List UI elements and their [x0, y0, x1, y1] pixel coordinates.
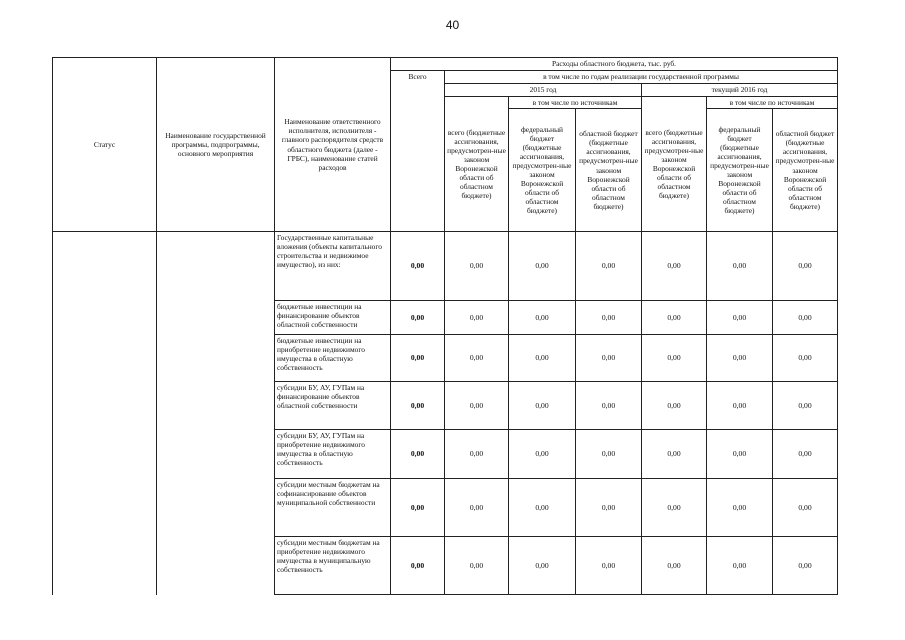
header-2015-by-sources: в том числе по источникам: [509, 97, 642, 109]
row-name: субсидии местным бюджетам на софинансирование объектов муниципальной собственности: [275, 479, 391, 537]
row-2016-regional: 0,00: [773, 430, 838, 479]
header-2015-regional: областной бюджет (бюджетные ассигнования, предусмотрен-ные законом Воронежской области об областном бюджете): [576, 109, 642, 232]
row-2015-federal: 0,00: [509, 382, 576, 430]
header-2015-all: всего (бюджетные ассигнования, предусмотрен-ные законом Воронежской области об областном бюджете): [445, 97, 509, 232]
row-2015-federal: 0,00: [509, 335, 576, 382]
header-by-years: в том числе по годам реализации государственной программы: [445, 71, 838, 84]
header-total: Всего: [391, 71, 445, 232]
row-2016-regional: 0,00: [773, 232, 838, 301]
row-2015-regional: 0,00: [576, 430, 642, 479]
row-total: 0,00: [391, 479, 445, 537]
status-cell: [53, 232, 157, 595]
row-2015-regional: 0,00: [576, 335, 642, 382]
row-total: 0,00: [391, 335, 445, 382]
table-header: [53, 58, 838, 232]
row-2016-regional: 0,00: [773, 382, 838, 430]
table-row: [53, 232, 838, 301]
row-2016-federal: 0,00: [707, 382, 773, 430]
table-body: [53, 232, 838, 595]
row-name: субсидии БУ, АУ, ГУПам на финансирование объектов областной собственности: [275, 382, 391, 430]
header-year-2015: 2015 год: [445, 84, 642, 97]
row-name: бюджетные инвестиции на финансирование объектов областной собственности: [275, 301, 391, 335]
row-2015-all: 0,00: [445, 430, 509, 479]
row-2016-federal: 0,00: [707, 335, 773, 382]
row-2015-regional: 0,00: [576, 301, 642, 335]
row-2015-federal: 0,00: [509, 430, 576, 479]
row-2015-federal: 0,00: [509, 479, 576, 537]
row-2016-all: 0,00: [642, 537, 707, 595]
row-2015-federal: 0,00: [509, 232, 576, 301]
row-2015-federal: 0,00: [509, 301, 576, 335]
row-2016-regional: 0,00: [773, 479, 838, 537]
row-2016-federal: 0,00: [707, 479, 773, 537]
row-2016-all: 0,00: [642, 430, 707, 479]
row-2016-all: 0,00: [642, 479, 707, 537]
row-2016-all: 0,00: [642, 301, 707, 335]
header-expenses: Расходы областного бюджета, тыс. руб.: [391, 58, 838, 71]
row-2016-federal: 0,00: [707, 537, 773, 595]
row-2016-regional: 0,00: [773, 335, 838, 382]
row-2015-regional: 0,00: [576, 537, 642, 595]
row-2016-all: 0,00: [642, 232, 707, 301]
page-number: 40: [445, 18, 460, 32]
budget-table: [52, 57, 838, 595]
header-2016-by-sources: в том числе по источникам: [707, 97, 838, 109]
row-name: Государственные капитальные вложения (объекты капитального строительства и недвижимое имущество), из них:: [275, 232, 391, 301]
row-name: субсидии местным бюджетам на приобретение недвижимого имущества в муниципальную собственность: [275, 537, 391, 595]
header-program-name: Наименование государственной программы, подпрограммы, основного мероприятия: [157, 58, 275, 232]
row-2015-regional: 0,00: [576, 479, 642, 537]
header-status: Статус: [53, 58, 157, 232]
row-2016-regional: 0,00: [773, 301, 838, 335]
header-executor: Наименование ответственного исполнителя, исполнителя - главного распорядителя средств областного бюджета (далее - ГРБС), наименование статей расходов: [275, 58, 391, 232]
row-name: бюджетные инвестиции на приобретение недвижимого имущества в областную собственность: [275, 335, 391, 382]
row-total: 0,00: [391, 301, 445, 335]
row-2015-all: 0,00: [445, 301, 509, 335]
row-2016-all: 0,00: [642, 382, 707, 430]
row-2016-all: 0,00: [642, 335, 707, 382]
row-2015-all: 0,00: [445, 232, 509, 301]
row-2015-all: 0,00: [445, 335, 509, 382]
row-2015-regional: 0,00: [576, 232, 642, 301]
row-2015-all: 0,00: [445, 479, 509, 537]
header-2015-federal: федеральный бюджет (бюджетные ассигнования, предусмотрен-ные законом Воронежской области об областном бюджете): [509, 109, 576, 232]
row-total: 0,00: [391, 382, 445, 430]
row-2016-federal: 0,00: [707, 301, 773, 335]
row-total: 0,00: [391, 232, 445, 301]
row-2016-federal: 0,00: [707, 232, 773, 301]
row-2015-all: 0,00: [445, 537, 509, 595]
header-2016-regional: областной бюджет (бюджетные ассигнования, предусмотрен-ные законом Воронежской области об областном бюджете): [773, 109, 838, 232]
row-name: субсидии БУ, АУ, ГУПам на приобретение недвижимого имущества в областную собственность: [275, 430, 391, 479]
header-year-2016: текущий 2016 год: [642, 84, 838, 97]
row-2015-federal: 0,00: [509, 537, 576, 595]
header-2016-all: всего (бюджетные ассигнования, предусмотрен-ные законом Воронежской области об областном бюджете): [642, 97, 707, 232]
header-2016-federal: федеральный бюджет (бюджетные ассигнования, предусмотрен-ные законом Воронежской области об областном бюджете): [707, 109, 773, 232]
row-total: 0,00: [391, 430, 445, 479]
row-2015-all: 0,00: [445, 382, 509, 430]
row-2016-regional: 0,00: [773, 537, 838, 595]
row-2015-regional: 0,00: [576, 382, 642, 430]
row-2016-federal: 0,00: [707, 430, 773, 479]
row-total: 0,00: [391, 537, 445, 595]
program-name-cell: [157, 232, 275, 595]
